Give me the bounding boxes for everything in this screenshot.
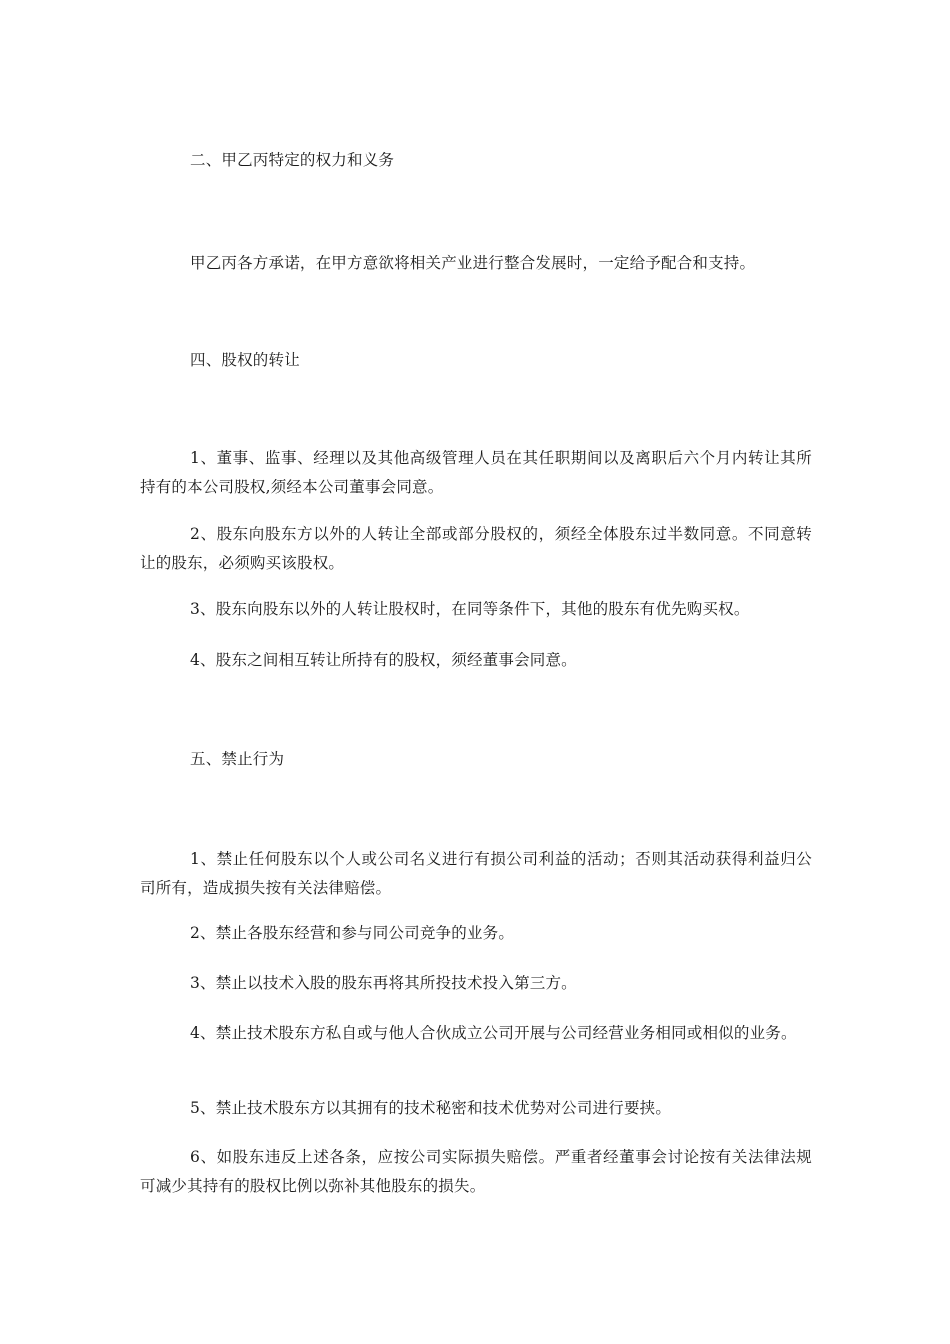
section4-item-2: 2、股东向股东方以外的人转让全部或部分股权的，须经全体股东过半数同意。不同意转让的股东，必须购买该股权。 (140, 525, 812, 572)
section4-heading: 四、股权的转让 (190, 351, 300, 369)
section2-text: 甲乙丙各方承诺，在甲方意欲将相关产业进行整合发展时，一定给予配合和支持。 (190, 254, 756, 272)
section4-item-4: 4、股东之间相互转让所持有的股权，须经董事会同意。 (190, 651, 577, 669)
section4-item-1: 1、董事、监事、经理以及其他高级管理人员在其任职期间以及离职后六个月内转让其所持有的本公司股权,须经本公司董事会同意。 (140, 449, 812, 496)
section5-item-3: 3、禁止以技术入股的股东再将其所投技术投入第三方。 (190, 974, 577, 992)
section4-item-3: 3、股东向股东以外的人转让股权时，在同等条件下，其他的股东有优先购买权。 (190, 600, 750, 618)
section5-item-1: 1、禁止任何股东以个人或公司名义进行有损公司利益的活动；否则其活动获得利益归公司所有，造成损失按有关法律赔偿。 (140, 850, 812, 897)
section5-item-5: 5、禁止技术股东方以其拥有的技术秘密和技术优势对公司进行要挟。 (190, 1099, 672, 1117)
section5-item-2: 2、禁止各股东经营和参与同公司竞争的业务。 (190, 924, 515, 942)
section5-item-4: 4、禁止技术股东方私自或与他人合伙成立公司开展与公司经营业务相同或相似的业务。 (190, 1024, 797, 1042)
section5-item-6: 6、如股东违反上述各条，应按公司实际损失赔偿。严重者经董事会讨论按有关法律法规可减少其持有的股权比例以弥补其他股东的损失。 (140, 1148, 812, 1195)
section5-heading: 五、禁止行为 (190, 750, 285, 768)
section2-heading: 二、甲乙丙特定的权力和义务 (190, 151, 395, 169)
